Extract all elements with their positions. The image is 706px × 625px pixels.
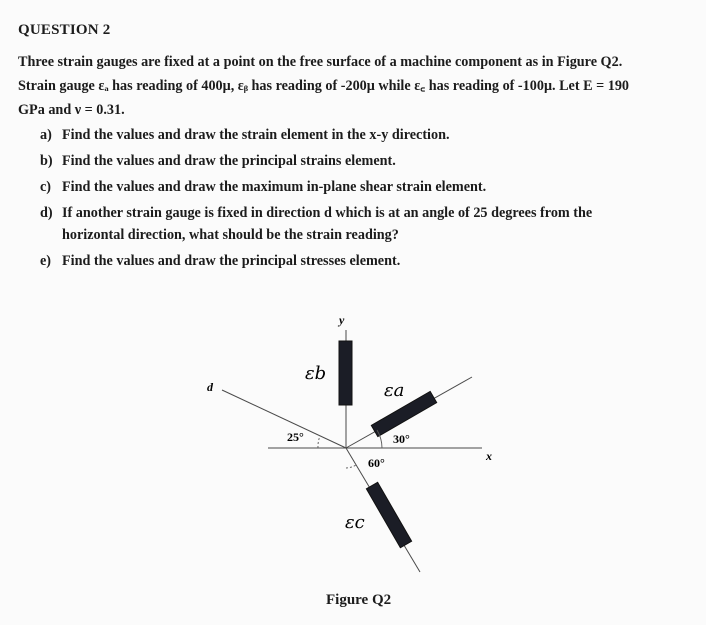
part-text: Find the values and draw the principal stresses element.: [62, 253, 401, 269]
part-label: c): [40, 179, 52, 195]
gauge-c: [366, 482, 411, 547]
part-label: d): [40, 205, 53, 221]
intro-line-2: Strain gauge εₐ has reading of 400μ, εᵦ has reading of -200μ while ε꜀ has reading of -100μ. Let E = 190: [18, 78, 630, 94]
gauge-b: [339, 341, 352, 405]
angle-c-label: 60°: [368, 456, 385, 470]
part-text-line-1: If another strain gauge is fixed in direction d which is at an angle of 25 degrees from the: [62, 205, 593, 221]
x-axis-label: x: [486, 449, 492, 463]
y-axis-label: y: [339, 313, 345, 327]
part-text-line-2: horizontal direction, what should be the strain reading?: [62, 227, 399, 243]
angle-arc-c: [346, 465, 356, 468]
part-text: Find the values and draw the principal strains element.: [62, 153, 396, 169]
gauge-b-label: εb: [305, 363, 327, 384]
figure-caption: Figure Q2: [326, 592, 392, 608]
d-axis-label: d: [207, 380, 213, 394]
part-text: Find the values and draw the strain element in the x-y direction.: [62, 127, 450, 143]
d-axis-line: [222, 390, 346, 448]
gauge-c-label: εc: [345, 512, 365, 533]
part-label: b): [40, 153, 53, 169]
angle-d-label: 25°: [287, 430, 304, 444]
part-label: a): [40, 127, 52, 143]
question-title: QUESTION 2: [18, 22, 111, 38]
gauge-a-label: εa: [384, 380, 405, 401]
intro-line-3: GPa and ν = 0.31.: [18, 102, 125, 118]
angle-a-label: 30°: [393, 432, 410, 446]
angle-arc-d: [318, 436, 320, 448]
part-text: Find the values and draw the maximum in-plane shear strain element.: [62, 179, 487, 195]
intro-line-1: Three strain gauges are fixed at a point on the free surface of a machine component as in Figure Q2.: [18, 54, 623, 70]
part-label: e): [40, 253, 52, 269]
